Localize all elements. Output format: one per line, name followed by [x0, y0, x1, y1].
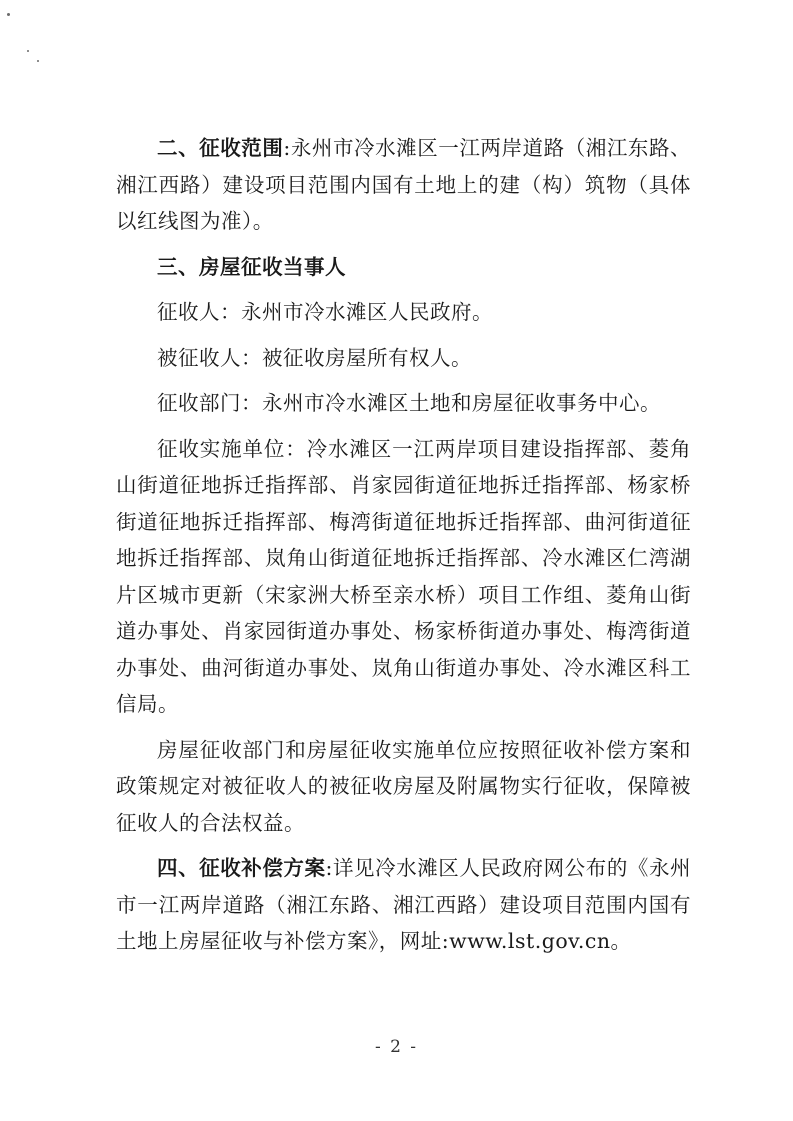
paragraph-obligations	[116, 732, 691, 842]
scan-speck	[27, 50, 29, 52]
paragraph-text: 房屋征收部门和房屋征收实施单位应按照征收补偿方案和政策规定对被征收人的被征收房屋及附属物实行征收，保障被征收人的合法权益。	[116, 737, 691, 835]
paragraph-text: 征收人：永州市冷水滩区人民政府。	[157, 300, 493, 324]
section-heading-parties: 三、房屋征收当事人	[157, 254, 346, 279]
paragraph-implementing-units	[116, 431, 691, 723]
paragraph-expropriator	[116, 294, 691, 331]
paragraph-compensation-plan	[116, 850, 691, 960]
paragraph-text: 征收实施单位：冷水滩区一江两岸项目建设指挥部、菱角山街道征地拆迁指挥部、肖家园街道征地拆迁指挥部、杨家桥街道征地拆迁指挥部、梅湾街道征地拆迁指挥部、曲河街道征地拆迁指挥部、岚角山街道征地拆迁指挥部、冷水滩区仁湾湖片区城市更新（宋家洲大桥至亲水桥）项目工作组、菱角山街道办事处、肖家园街道办事处、杨家桥街道办事处、梅湾街道办事处、曲河街道办事处、岚角山街道办事处、冷水滩区科工信局。	[116, 436, 691, 716]
document-body	[116, 130, 691, 969]
page-number: - 2 -	[374, 1037, 419, 1057]
scan-speck	[37, 60, 39, 62]
paragraph-scope	[116, 130, 691, 240]
paragraph-text: 征收部门：永州市冷水滩区土地和房屋征收事务中心。	[157, 391, 661, 415]
paragraph-expropriated-party	[116, 340, 691, 377]
paragraph-text: :详见冷水滩区人民政府网公布的《永州市一江两岸道路（湘江东路、湘江西路）建设项目范围内国有土地上房屋征收与补偿方案》，网址:www.lst.gov.cn。	[116, 856, 692, 953]
paragraph-text: :永州市冷水滩区一江两岸道路（湘江东路、湘江西路）建设项目范围内国有土地上的建（构）筑物（具体以红线图为准）。	[116, 136, 692, 233]
paragraph-text: 被征收人：被征收房屋所有权人。	[157, 345, 472, 370]
paragraph-parties	[116, 249, 691, 286]
section-heading-compensation: 四、征收补偿方案	[157, 856, 326, 880]
section-heading-scope: 二、征收范围	[157, 136, 284, 160]
paragraph-department	[116, 385, 691, 422]
scan-speck	[7, 13, 10, 16]
